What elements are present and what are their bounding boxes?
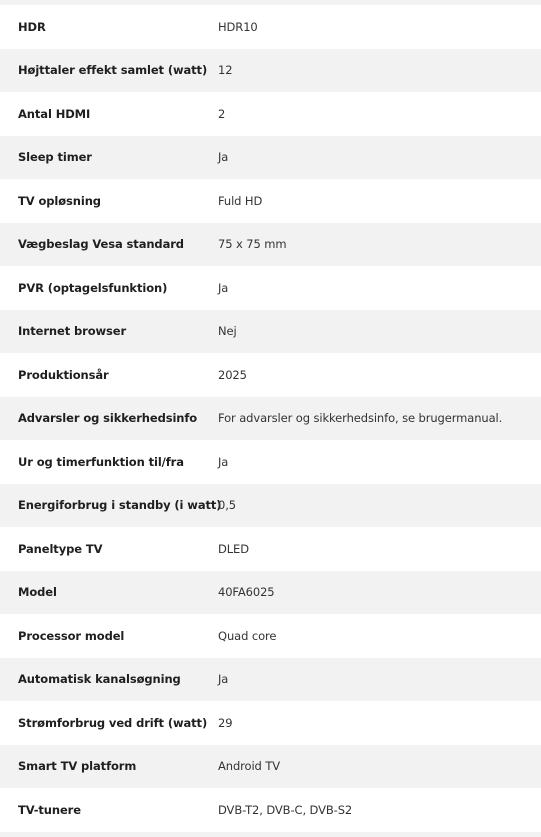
spec-row-auto-channel-search <box>0 658 541 702</box>
spec-label: Smart TV platform <box>18 759 137 774</box>
spec-label: HDR <box>18 19 46 34</box>
spec-value: 29 <box>218 715 233 730</box>
spec-row-safety-info <box>0 397 541 441</box>
spec-row-speaker-power <box>0 49 541 93</box>
spec-rows <box>0 5 541 832</box>
spec-value: Ja <box>218 454 229 469</box>
spec-value: DLED <box>218 541 249 556</box>
spec-label: Højttaler effekt samlet (watt) <box>18 63 208 78</box>
spec-label: Energiforbrug i standby (i watt) <box>18 498 222 513</box>
spec-label: Produktionsår <box>18 367 109 382</box>
spec-label: Vægbeslag Vesa standard <box>18 237 184 252</box>
spec-row-production-year <box>0 353 541 397</box>
spec-label: Processor model <box>18 628 125 643</box>
spec-label: Internet browser <box>18 324 127 339</box>
spec-value: Ja <box>218 150 229 165</box>
spec-row-hdmi-count <box>0 92 541 136</box>
spec-value: 75 x 75 mm <box>218 237 287 252</box>
spec-row-panel-type <box>0 527 541 571</box>
spec-value: 12 <box>218 63 233 78</box>
spec-row-model <box>0 571 541 615</box>
spec-value: Android TV <box>218 759 281 774</box>
spec-label: Model <box>18 585 57 600</box>
spec-label: TV opløsning <box>18 193 101 208</box>
spec-value: 2 <box>218 106 226 121</box>
spec-row-smart-tv-platform <box>0 745 541 789</box>
spec-row-clock-timer <box>0 440 541 484</box>
spec-value: Ja <box>218 672 229 687</box>
spec-label: PVR (optagelsfunktion) <box>18 280 168 295</box>
spec-value: For advarsler og sikkerhedsinfo, se brugermanual. <box>218 411 503 426</box>
spec-row-vesa <box>0 223 541 267</box>
spec-value: 40FA6025 <box>218 585 275 600</box>
spec-row-pvr <box>0 266 541 310</box>
spec-value: 0,5 <box>218 498 236 513</box>
spec-row-internet-browser <box>0 310 541 354</box>
spec-row-resolution <box>0 179 541 223</box>
spec-label: Ur og timerfunktion til/fra <box>18 454 184 469</box>
spec-row-operating-power <box>0 701 541 745</box>
spec-row-tv-tuners <box>0 788 541 832</box>
spec-value: Fuld HD <box>218 193 263 208</box>
bottom-edge-divider <box>0 832 541 837</box>
spec-row-standby-power <box>0 484 541 528</box>
spec-row-sleep-timer <box>0 136 541 180</box>
spec-value: Ja <box>218 280 229 295</box>
spec-value: HDR10 <box>218 19 258 34</box>
spec-label: Sleep timer <box>18 150 92 165</box>
spec-label: TV-tunere <box>18 802 81 817</box>
spec-value: Quad core <box>218 628 277 643</box>
spec-value: DVB-T2, DVB-C, DVB-S2 <box>218 802 353 817</box>
spec-value: 2025 <box>218 367 247 382</box>
spec-row-hdr <box>0 5 541 49</box>
spec-label: Automatisk kanalsøgning <box>18 672 181 687</box>
spec-value: Nej <box>218 324 237 339</box>
spec-row-processor <box>0 614 541 658</box>
spec-label: Paneltype TV <box>18 541 103 556</box>
spec-label: Advarsler og sikkerhedsinfo <box>18 411 198 426</box>
spec-label: Antal HDMI <box>18 106 91 121</box>
spec-label: Strømforbrug ved drift (watt) <box>18 715 208 730</box>
